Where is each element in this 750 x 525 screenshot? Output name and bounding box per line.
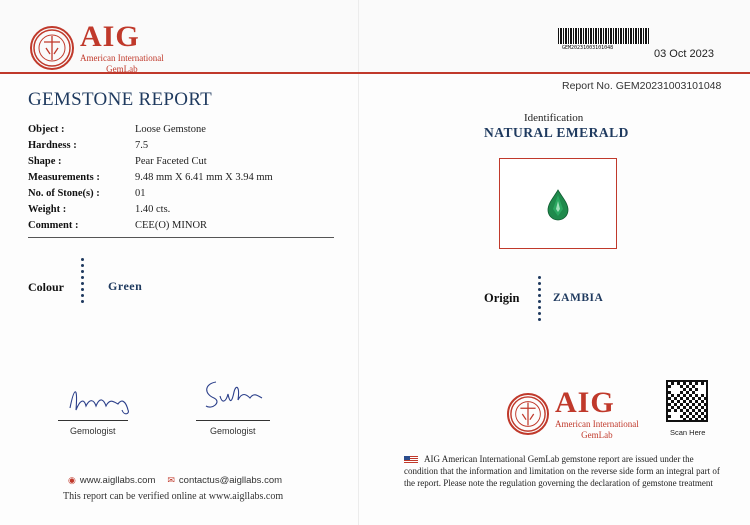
brand-line1: American International <box>555 419 639 429</box>
report-date: 03 Oct 2023 <box>654 48 714 60</box>
detail-key: Comment : <box>28 219 79 231</box>
detail-value: 1.40 cts. <box>135 203 171 215</box>
dotted-separator <box>81 258 84 306</box>
contact-line <box>68 475 282 486</box>
gem-photo <box>499 158 617 249</box>
signature-label-2: Gemologist <box>210 426 256 436</box>
seal-icon <box>507 393 549 435</box>
detail-key: Weight : <box>28 203 67 215</box>
origin-label: Origin <box>484 291 520 305</box>
email-link[interactable]: contactus@aigllabs.com <box>178 475 283 486</box>
report-number: Report No. GEM20231003101048 <box>562 80 722 92</box>
details-table <box>28 121 273 233</box>
dotted-separator <box>538 276 541 324</box>
brand-name: AIG <box>80 20 140 53</box>
detail-row <box>28 201 273 217</box>
signature-line <box>196 420 270 421</box>
detail-row <box>28 137 273 153</box>
disclaimer-note <box>404 453 722 489</box>
page-title: GEMSTONE REPORT <box>28 89 213 110</box>
scan-label: Scan Here <box>670 428 706 437</box>
detail-row <box>28 185 273 201</box>
qr-code-icon[interactable] <box>666 380 708 422</box>
colour-label: Colour <box>28 280 64 294</box>
detail-key: Measurements : <box>28 171 100 183</box>
detail-key: Hardness : <box>28 139 77 151</box>
seal-icon <box>30 26 74 70</box>
signature-label-1: Gemologist <box>70 426 116 436</box>
detail-value: Loose Gemstone <box>135 123 206 135</box>
brand-line1: American International <box>80 53 164 63</box>
detail-value: 9.48 mm X 6.41 mm X 3.94 mm <box>135 171 273 183</box>
brand-line2: GemLab <box>106 64 138 74</box>
detail-row <box>28 169 273 185</box>
detail-row <box>28 217 273 233</box>
brand-line2: GemLab <box>581 430 613 440</box>
colour-value: Green <box>108 279 143 293</box>
detail-key: Object : <box>28 123 65 135</box>
detail-value: Pear Faceted Cut <box>135 155 207 167</box>
brand-name: AIG <box>555 386 615 419</box>
fold-line <box>358 0 359 525</box>
detail-row <box>28 121 273 137</box>
barcode-text: GEM20231003101048 <box>562 45 614 51</box>
barcode <box>558 28 650 44</box>
origin-value: ZAMBIA <box>553 292 604 304</box>
mail-icon: ✉ <box>167 475 175 485</box>
details-divider <box>28 237 334 238</box>
detail-row <box>28 153 273 169</box>
detail-value: CEE(O) MINOR <box>135 219 208 231</box>
detail-value: 7.5 <box>135 139 149 151</box>
flag-icon <box>404 456 418 464</box>
location-icon: ◉ <box>68 475 76 485</box>
detail-value: 01 <box>135 187 146 199</box>
identification-label: Identification <box>524 112 584 124</box>
signature-line <box>58 420 128 421</box>
identification-value: NATURAL EMERALD <box>484 125 629 140</box>
detail-key: Shape : <box>28 155 62 167</box>
gem-image <box>546 189 570 221</box>
signature-1 <box>66 380 136 421</box>
detail-key: No. of Stone(s) : <box>28 187 100 199</box>
disclaimer-text: AIG American International GemLab gemstone report are issued under the condition that the information and limitation on the reverse side form an integral part of the report. Please note the regulation governing the declaration of gemstone treatment <box>404 454 720 488</box>
brand-logo <box>30 22 164 74</box>
brand-logo-footer <box>507 388 639 440</box>
website-link[interactable]: www.aigllabs.com <box>79 475 156 486</box>
signature-2 <box>200 376 270 419</box>
verify-text: This report can be verified online at www.aigllabs.com <box>63 491 284 502</box>
